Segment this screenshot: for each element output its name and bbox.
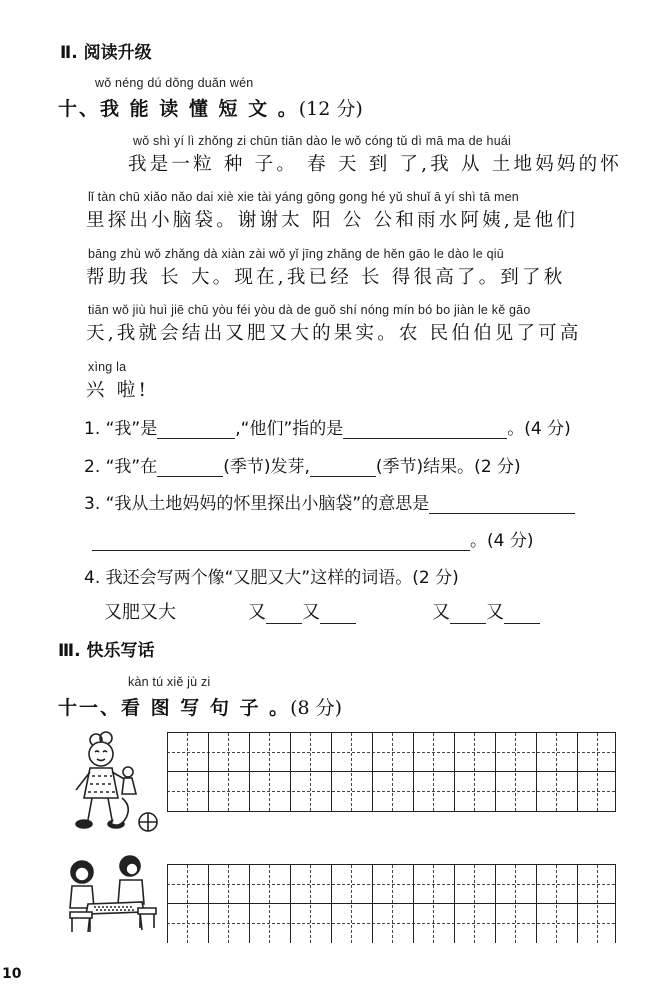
question-4: 4. 我还会写两个像“又肥又大”这样的词语。(2 分): [84, 568, 459, 588]
answer-blank-1a[interactable]: [157, 420, 235, 439]
q10-pinyin: wǒ néng dú dǒng duǎn wén: [95, 76, 254, 90]
q10-title-text: 十、我 能 读 懂 短 文 。: [58, 98, 299, 120]
writing-grid-1[interactable]: [167, 732, 616, 812]
answer-blank-4a[interactable]: [266, 605, 302, 624]
section-title-reading: Ⅱ. 阅读升级: [60, 43, 152, 63]
q11-points: (8 分): [290, 697, 343, 719]
q4-pattern-1: 又 又: [248, 598, 356, 624]
passage-pinyin-2: lǐ tàn chū xiǎo nǎo dai xiè xie tài yáng gōng gong hé yǔ shuǐ ā yí shì tā men: [88, 190, 519, 204]
question-1: 1. “我”是 ,“他们”指的是 。(4 分): [84, 419, 571, 439]
answer-blank-3a[interactable]: [429, 495, 575, 514]
q10-points: (12 分): [298, 98, 363, 120]
question-3: 3. “我从土地妈妈的怀里探出小脑袋”的意思是: [84, 489, 575, 514]
passage-line-1: 我是一粒 种 子。 春 天 到 了,我 从 土地妈妈的怀: [128, 154, 623, 175]
passage-pinyin-4: tiān wǒ jiù huì jiē chū yòu féi yòu dà de guǒ shí nóng mín bó bo jiàn le kě gāo: [88, 303, 531, 317]
answer-blank-4c[interactable]: [450, 605, 486, 624]
answer-blank-4d[interactable]: [504, 605, 540, 624]
question-3-continued: 。(4 分): [92, 526, 533, 551]
passage-line-2: 里探出小脑袋。谢谢太 阳 公 公和雨水阿姨,是他们: [86, 210, 579, 231]
passage-line-5: 兴 啦!: [86, 380, 150, 401]
q10-title: [58, 94, 363, 121]
section-title-writing: Ⅲ. 快乐写话: [58, 641, 155, 661]
q11-title-text: 十一、看 图 写 句 子 。: [58, 697, 291, 719]
answer-blank-2a[interactable]: [157, 458, 223, 477]
writing-grid-2[interactable]: [167, 864, 616, 943]
passage-line-4: 天,我就会结出又肥又大的果实。农 民伯伯见了可高: [86, 323, 582, 344]
question-2: 2. “我”在 (季节)发芽, (季节)结果。(2 分): [84, 457, 521, 477]
passage-line-3: 帮助我 长 大。现在,我已经 长 得很高了。到了秋: [86, 267, 566, 288]
girl-with-toys-illustration: [66, 728, 162, 840]
passage-pinyin-5: xìng la: [88, 360, 127, 374]
q4-pattern-2: 又 又: [432, 598, 540, 624]
answer-blank-3b[interactable]: [92, 532, 470, 551]
passage-pinyin-1: wǒ shì yí lì zhǒng zi chūn tiān dào le wǒ cóng tǔ dì mā ma de huái: [133, 134, 511, 148]
answer-blank-2b[interactable]: [310, 458, 376, 477]
kids-playing-chess-illustration: [60, 852, 160, 938]
q11-pinyin: kàn tú xiě jù zi: [128, 675, 211, 689]
page-number: 10: [2, 966, 22, 982]
q11-title: [58, 693, 342, 720]
answer-blank-1b[interactable]: [343, 420, 507, 439]
passage-pinyin-3: bāng zhù wǒ zhǎng dà xiàn zài wǒ yǐ jīng zhǎng de hěn gāo le dào le qiū: [88, 247, 504, 261]
answer-blank-4b[interactable]: [320, 605, 356, 624]
q4-example: 又肥又大: [104, 602, 176, 623]
